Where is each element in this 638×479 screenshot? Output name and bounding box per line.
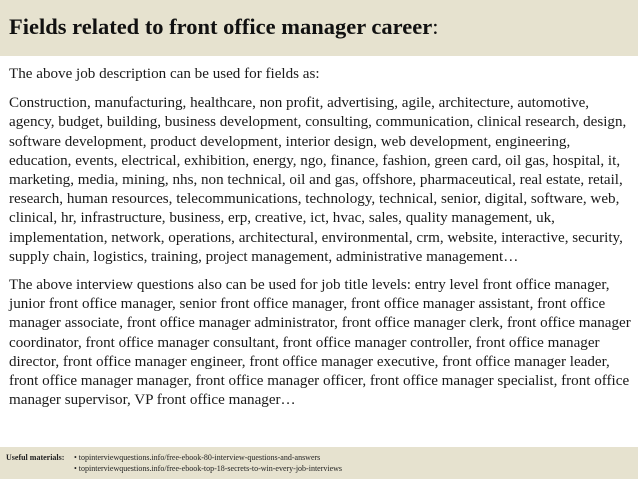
fields-paragraph: Construction, manufacturing, healthcare, non profit, advertising, agile, architecture, automotive, agency, budget, building, business development, consulting, communication, clinical research, design, software development, product development, interior design, web development, engineering, education, events, electrical, exhibition, energy, ngo, finance, fashion, green card, oil gas, hospital, it, marketing, media, mining, nhs, non technical, oil and gas, offshore, pharmaceutical, real estate, retail, research, human resources, telecommunications, technology, technical, senior, digital, software, web, clinical, hr, infrastructure, business, erp, creative, ict, hvac, sales, quality management, uk, implementation, network, operations, architectural, environmental, crm, website, interactive, security, supply chain, logistics, training, project management, administrative management… xyxy=(9,95,627,265)
job-levels-paragraph: The above interview questions also can be used for job title levels: entry level front office manager, junior front office manager, senior front office manager, front office manager assistant, front office manager associate, front office manager administrator, front office manager clerk, front office manager coordinator, front office manager consultant, front office manager controller, front office manager director, front office manager engineer, front office manager executive, front office manager leader, front office manager manager, front office manager officer, front office manager specialist, front office manager supervisor, VP front office manager… xyxy=(9,277,631,409)
footer-bar xyxy=(0,447,638,479)
footer-link-2[interactable]: • topinterviewquestions.info/free-ebook-top-18-secrets-to-win-every-job-interviews xyxy=(74,464,343,473)
footer-row-2 xyxy=(6,463,342,474)
title-text: Fields related to front office manager career xyxy=(9,14,433,39)
useful-materials-label: Useful materials: xyxy=(6,453,65,462)
footer-row-1 xyxy=(6,452,342,463)
title-colon: : xyxy=(432,14,439,39)
page-title xyxy=(9,14,438,40)
footer-link-1[interactable]: • topinterviewquestions.info/free-ebook-80-interview-questions-and-answers xyxy=(74,453,321,462)
useful-materials xyxy=(6,452,342,474)
intro-text: The above job description can be used for fields as: xyxy=(9,66,320,82)
main-content xyxy=(9,65,634,419)
title-bar xyxy=(0,0,638,56)
